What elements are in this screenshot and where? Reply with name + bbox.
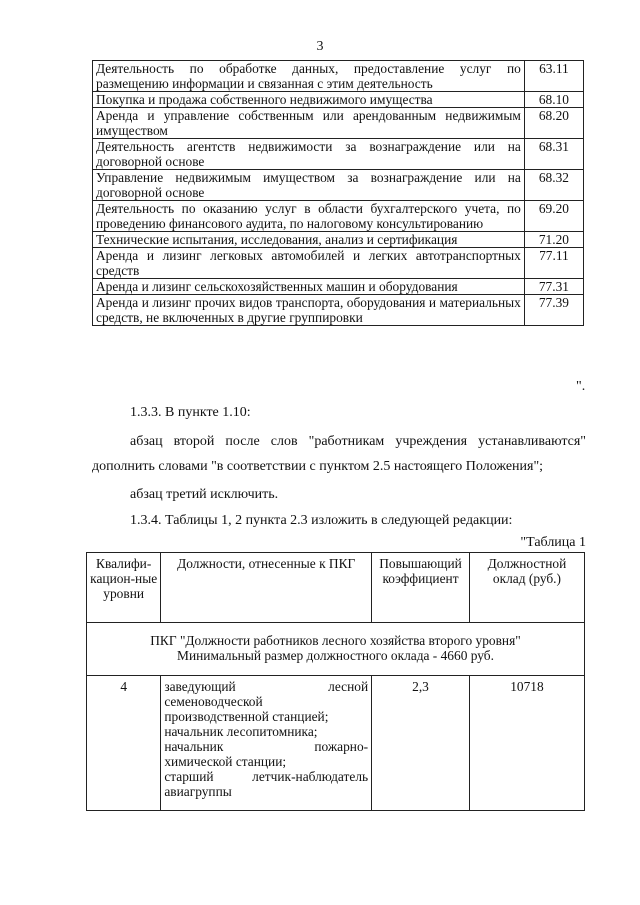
row-level: 4 — [87, 676, 161, 811]
okved-code: 77.39 — [524, 295, 583, 326]
table-row — [93, 139, 584, 170]
paragraph-amend-line2: дополнить словами "в соответствии с пунктом 2.5 настоящего Положения"; — [92, 459, 544, 474]
okved-desc: Деятельность по обработке данных, предоставление услуг по размещению информации и связанная с этим деятельность — [93, 61, 525, 92]
position-line: начальник пожарно- — [164, 739, 369, 754]
okved-desc: Аренда и лизинг сельскохозяйственных машин и оборудования — [93, 279, 525, 295]
paragraph-exclude: абзац третий исключить. — [130, 487, 279, 502]
okved-code: 68.32 — [524, 170, 583, 201]
table-row — [87, 676, 585, 811]
group-row — [87, 623, 585, 676]
okved-desc: Аренда и лизинг прочих видов транспорта, оборудования и материальных средств, не включенных в другие группировки — [93, 295, 525, 326]
okved-code: 77.31 — [524, 279, 583, 295]
position-line: старший летчик-наблюдатель — [164, 769, 369, 784]
header-level: Квалифи-кацион-ные уровни — [87, 553, 161, 623]
position-line: авиагруппы — [164, 784, 232, 799]
paragraph-1-3-3: 1.3.3. В пункте 1.10: — [130, 405, 251, 420]
okved-code: 68.31 — [524, 139, 583, 170]
table-row — [93, 92, 584, 108]
header-salary: Должностной оклад (руб.) — [469, 553, 584, 623]
table-row — [93, 295, 584, 326]
position-line: химической станции; — [164, 754, 287, 769]
group-min-salary: Минимальный размер должностного оклада - 4660 руб. — [177, 648, 494, 663]
okved-code: 71.20 — [524, 232, 583, 248]
okved-table — [92, 60, 584, 326]
position-line: заведующий лесной — [164, 679, 369, 694]
header-coefficient: Повышающий коэффициент — [372, 553, 470, 623]
salary-table — [86, 552, 585, 811]
table-row — [93, 170, 584, 201]
table-row — [93, 201, 584, 232]
row-positions — [161, 676, 372, 811]
paragraph-1-3-4: 1.3.4. Таблицы 1, 2 пункта 2.3 изложить в следующей редакции: — [130, 513, 513, 528]
table-row — [93, 279, 584, 295]
page-number: 3 — [316, 39, 324, 54]
table-caption: "Таблица 1 — [520, 535, 586, 550]
position-line: производственной станцией; — [164, 709, 329, 724]
okved-desc: Покупка и продажа собственного недвижимого имущества — [93, 92, 525, 108]
row-salary: 10718 — [469, 676, 584, 811]
okved-code: 68.20 — [524, 108, 583, 139]
table-row — [93, 61, 584, 92]
okved-desc: Аренда и управление собственным или арендованным недвижимым имуществом — [93, 108, 525, 139]
paragraph-amend-line1: абзац второй после слов "работникам учреждения устанавливаются" — [130, 434, 586, 449]
okved-desc: Управление недвижимым имуществом за вознаграждение или на договорной основе — [93, 170, 525, 201]
okved-desc: Технические испытания, исследования, анализ и сертификация — [93, 232, 525, 248]
okved-desc: Деятельность по оказанию услуг в области бухгалтерского учета, по проведению финансового аудита, по налоговому консультированию — [93, 201, 525, 232]
position-line: семеноводческой — [164, 694, 263, 709]
group-cell — [87, 623, 585, 676]
okved-code: 68.10 — [524, 92, 583, 108]
row-coefficient: 2,3 — [372, 676, 470, 811]
okved-code: 69.20 — [524, 201, 583, 232]
table-row — [93, 248, 584, 279]
okved-code: 63.11 — [524, 61, 583, 92]
okved-code: 77.11 — [524, 248, 583, 279]
okved-desc: Аренда и лизинг легковых автомобилей и легких автотранспортных средств — [93, 248, 525, 279]
quote-end-mark: ". — [576, 379, 586, 394]
header-positions: Должности, отнесенные к ПКГ — [161, 553, 372, 623]
table-row — [93, 108, 584, 139]
table-row — [93, 232, 584, 248]
group-title: ПКГ "Должности работников лесного хозяйства второго уровня" — [150, 633, 521, 648]
position-line: начальник лесопитомника; — [164, 724, 318, 739]
table-header-row — [87, 553, 585, 623]
okved-desc: Деятельность агентств недвижимости за вознаграждение или на договорной основе — [93, 139, 525, 170]
